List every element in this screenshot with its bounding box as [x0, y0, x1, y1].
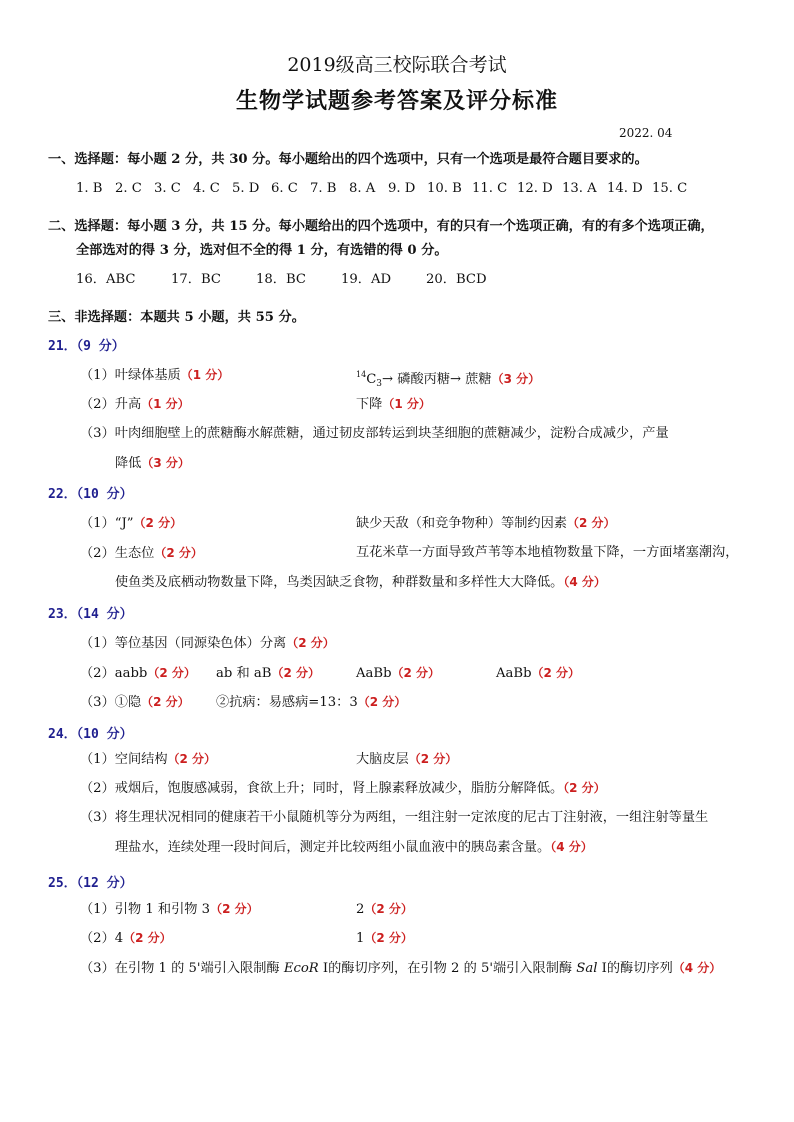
q22-answer-1a — [80, 514, 182, 533]
score-label: （2 分） — [391, 666, 441, 680]
answer-text: （1）引物 1 和引物 3 — [80, 902, 211, 917]
answer-text: → 磷酸丙糖→ 蔗糖 — [382, 372, 492, 387]
q23-answer-2c — [356, 664, 440, 683]
answer-text: （1）空间结构 — [80, 752, 168, 767]
q21-number: 21．（9 分） — [48, 339, 125, 354]
choice-answer: 19．AD — [341, 272, 392, 287]
score-label: （2 分） — [357, 695, 407, 709]
answer-text: 使鱼类及底栖动物数量下降，鸟类因缺乏食物，种群数量和多样性大大降低。 — [115, 575, 564, 590]
score-label: （1 分） — [180, 368, 230, 382]
q24-answer-1a — [80, 750, 216, 769]
answer-text: Ⅰ的酶切序列，在引物 2 的 5'端引入限制酶 — [318, 961, 577, 976]
exam-title: 2019级高三校际联合考试 — [287, 54, 507, 76]
q21-answer-1a — [80, 366, 229, 385]
answer-text: 大脑皮层 — [356, 752, 409, 767]
choice-answer: 2. C — [115, 181, 142, 196]
choice-answer: 13. A — [562, 181, 597, 196]
section2-answers — [76, 271, 511, 289]
score-label: （2 分） — [286, 636, 335, 650]
q25-number: 25．（12 分） — [48, 876, 133, 891]
q24-number: 24．（10 分） — [48, 727, 133, 742]
choice-answer: 16．ABC — [76, 272, 136, 287]
answer-text: （1）叶绿体基质 — [80, 368, 181, 383]
answer-text: （2）升高 — [80, 397, 142, 412]
score-label: （2 分） — [147, 666, 196, 680]
section2-heading-line2: 全部选对的得 3 分，选对但不全的得 1 分，有选错的得 0 分。 — [76, 243, 448, 258]
choice-answer: 6. C — [271, 181, 298, 196]
score-label: （4 分） — [550, 840, 593, 854]
choice-answer: 18．BC — [256, 272, 306, 287]
q22-number: 22．（10 分） — [48, 487, 133, 502]
answer-text: AaBb — [356, 666, 392, 681]
q22-answer-1b — [356, 514, 616, 533]
q24-answer-3-line1: （3）将生理状况相同的健康若干小鼠随机等分为两组，一组注射一定浓度的尼古丁注射液，一组注射等量生 — [80, 810, 709, 825]
answer-text: ab 和 aB — [216, 666, 272, 681]
answer-text: （1）等位基因（同源染色体）分离 — [80, 636, 287, 651]
choice-answer: 10. B — [427, 181, 462, 196]
choice-answer: 8. A — [349, 181, 376, 196]
score-label: （3 分） — [491, 372, 541, 386]
enzyme-name: Sal — [576, 961, 598, 976]
q23-answer-3b — [216, 693, 406, 712]
q22-answer-2a — [80, 544, 203, 563]
q25-answer-2a — [80, 929, 172, 948]
q21-answer-1b — [356, 366, 540, 393]
answer-text: 2 — [356, 902, 365, 917]
score-label: （2 分） — [210, 902, 259, 916]
choice-answer: 11. C — [472, 181, 508, 196]
q24-answer-1b — [356, 750, 457, 769]
subscript: 3 — [376, 379, 383, 389]
q24-answer-3-line2 — [115, 838, 593, 857]
q23-answer-2b — [216, 664, 320, 683]
section2-heading-line1: 二、选择题：每小题 3 分，共 15 分。每小题给出的四个选项中，有的只有一个选项正确，有的有多个选项正确， — [48, 219, 714, 234]
answer-text: （3）①隐 — [80, 695, 142, 710]
q22-answer-2b: 互花米草一方面导致芦苇等本地植物数量下降，一方面堵塞潮沟， — [356, 545, 739, 560]
isotope-superscript: 14 — [356, 370, 367, 379]
answer-text: AaBb — [496, 666, 532, 681]
choice-answer: 9. D — [388, 181, 416, 196]
answer-text: 理盐水，连续处理一段时间后，测定并比较两组小鼠血液中的胰岛素含量。 — [115, 840, 551, 855]
q23-answer-2d — [496, 664, 580, 683]
answer-text: 下降 — [356, 397, 383, 412]
answer-text: 1 — [356, 931, 365, 946]
score-label: （2 分） — [531, 666, 581, 680]
score-label: （4 分） — [672, 961, 722, 975]
choice-answer: 12. D — [517, 181, 553, 196]
score-label: （2 分） — [364, 902, 413, 916]
q25-answer-2b — [356, 929, 413, 948]
answer-text: 降低 — [115, 456, 142, 471]
q21-answer-3-line1: （3）叶肉细胞壁上的蔗糖酶水解蔗糖，通过韧皮部转运到块茎细胞的蔗糖减少，淀粉合成减少，产量 — [80, 426, 669, 441]
score-label: （2 分） — [123, 931, 172, 945]
answer-text: （3）在引物 1 的 5'端引入限制酶 — [80, 961, 284, 976]
answer-text: C — [366, 372, 377, 387]
q25-answer-3 — [80, 959, 721, 978]
score-label: （1 分） — [141, 397, 190, 411]
enzyme-name: EcoR — [283, 961, 319, 976]
q23-answer-3a — [80, 693, 190, 712]
choice-answer: 1. B — [76, 181, 103, 196]
score-label: （2 分） — [408, 752, 458, 766]
score-label: （2 分） — [154, 546, 203, 560]
answer-text: （2）生态位 — [80, 546, 155, 561]
answer-text: 缺少天敌（和竞争物种）等制约因素 — [356, 516, 567, 531]
q21-answer-3-line2 — [115, 454, 190, 473]
choice-answer: 20．BCD — [426, 272, 487, 287]
score-label: （2 分） — [567, 516, 616, 530]
q23-answer-2a — [80, 664, 196, 683]
choice-answer: 4. C — [193, 181, 220, 196]
score-label: （2 分） — [563, 781, 606, 795]
answer-text: Ⅰ的酶切序列 — [597, 961, 673, 976]
answer-text: ②抗病：易感病=13：3 — [216, 695, 358, 710]
section1-heading: 一、选择题：每小题 2 分，共 30 分。每小题给出的四个选项中，只有一个选项是最符合题目要求的。 — [48, 152, 648, 167]
score-label: （4 分） — [563, 575, 606, 589]
score-label: （2 分） — [167, 752, 217, 766]
answer-text: （2）4 — [80, 931, 124, 946]
score-label: （1 分） — [382, 397, 431, 411]
q25-answer-1b — [356, 900, 413, 919]
q23-answer-1 — [80, 634, 335, 653]
answer-text: （2）aabb — [80, 666, 148, 681]
choice-answer: 17．BC — [171, 272, 221, 287]
q21-answer-2a — [80, 395, 190, 414]
q22-answer-2-line2 — [115, 573, 606, 592]
choice-answer: 15. C — [652, 181, 688, 196]
q23-number: 23．（14 分） — [48, 607, 133, 622]
choice-answer: 14. D — [607, 181, 643, 196]
choice-answer: 5. D — [232, 181, 260, 196]
q25-answer-1a — [80, 900, 259, 919]
document-subtitle: 生物学试题参考答案及评分标准 — [235, 88, 558, 114]
answer-text: （2）戒烟后，饱腹感减弱，食欲上升；同时，肾上腺素释放减少，脂肪分解降低。 — [80, 781, 564, 796]
choice-answer: 3. C — [154, 181, 181, 196]
score-label: （2 分） — [271, 666, 320, 680]
score-label: （3 分） — [141, 456, 190, 470]
score-label: （2 分） — [141, 695, 190, 709]
q21-answer-2b — [356, 395, 431, 414]
exam-date: 2022. 04 — [619, 126, 673, 140]
section3-heading: 三、非选择题：本题共 5 小题，共 55 分。 — [48, 310, 305, 325]
q24-answer-2 — [80, 779, 606, 798]
score-label: （2 分） — [364, 931, 413, 945]
choice-answer: 7. B — [310, 181, 337, 196]
score-label: （2 分） — [133, 516, 183, 530]
answer-text: （1）“J” — [80, 516, 134, 531]
section1-answers — [76, 180, 697, 198]
